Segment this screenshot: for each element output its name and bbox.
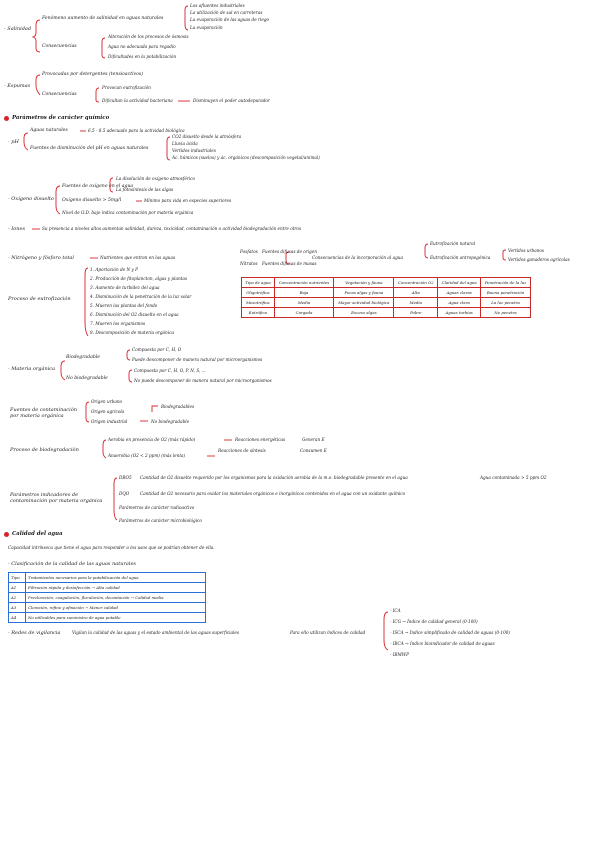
indicadores-dqo: DQO xyxy=(119,491,130,496)
table-cell: A4 xyxy=(9,613,26,623)
table-cell: Aguas claras xyxy=(438,288,481,298)
ph-fuente-item: Lluvia ácida xyxy=(172,141,198,146)
eutro-step: 6. Disminución del O2 disuelto en el agua xyxy=(90,312,179,317)
eutro-step: 1. Aportación de N y P xyxy=(90,267,138,272)
eutro-step: 4. Disminución de la penetración de la luz solar xyxy=(90,294,192,299)
table-row xyxy=(242,308,531,318)
table-cell: Alta xyxy=(394,288,438,298)
materia-nobio: No biodegradable xyxy=(66,376,108,381)
eutro-step: 7. Mueren los organismos xyxy=(90,321,146,326)
fuentes-nobio: No biodegradable xyxy=(151,419,190,424)
table-cell: No utilizables para suministro de agua potable xyxy=(26,613,206,623)
nitro-cons-item: Vertidos ganaderos agrícolas xyxy=(508,257,570,262)
indice-item: - IBCA → Índice bioindicador de calidad de aguas xyxy=(390,641,495,646)
nitro-cons-item: Eutrofización antropogénica xyxy=(430,255,491,260)
table-cell: Cargada xyxy=(274,308,333,318)
table-row xyxy=(242,298,531,308)
salinidad-label: - Salinidad xyxy=(4,26,32,32)
eutro-step: 8. Descomposición de materia orgánica xyxy=(90,330,174,335)
materia-bio: Biodegradable xyxy=(66,355,100,360)
table-cell: Mesotrófica xyxy=(242,298,275,308)
table-header-cell: Tipo de agua xyxy=(242,278,275,288)
salinidad-causes: Fenómeno aumento de salinidad en aguas naturales xyxy=(42,16,164,21)
biodeg-anaerobia: Anaerobia (O2 < 2 ppm) (más lenta) xyxy=(108,453,186,458)
indicadores-dbo-r: Agua contaminada > 5 ppm O2 xyxy=(480,475,547,480)
salinidad-cons-item: Dificultades en la potabilización xyxy=(108,54,177,59)
bullet-icon xyxy=(4,116,9,121)
ph-fuente-item: Ác. húmicos (suelos) y ác. orgánicos (descomposición vegetal/animal) xyxy=(172,155,320,160)
indice-item: - ICG → Índice de calidad general (0-100) xyxy=(390,619,478,624)
salinidad-cause-item: Los afluentes industriales xyxy=(190,3,245,8)
materia-bio-item: Puede descomponer de manera natural por microorganismos xyxy=(132,357,263,362)
indicadores-label: Parámetros indicadores de contaminación por materia orgánica xyxy=(10,492,103,504)
espumas-consecuencias: Consecuencias xyxy=(42,92,77,97)
eutro-step: 2. Producción de fitoplancton, algas y plantas xyxy=(90,276,187,281)
biodeg-anaerobia-val: Reacciones de síntesis xyxy=(218,448,266,453)
oxigeno-fuentes: Fuentes de oxígeno en el agua xyxy=(62,184,134,189)
indicadores-dbo: DBO5 xyxy=(119,475,132,480)
section-heading-calidad: Calidad del agua xyxy=(12,531,63,537)
oxigeno-min-val: Mínimo para vida en especies superiores xyxy=(144,198,232,203)
nitro-cons-item: Eutrofización natural xyxy=(430,241,476,246)
nitro-label: - Nitrógeno y fósforo total xyxy=(8,255,74,261)
calidad-table xyxy=(8,572,206,623)
nitro-fosfatos-val: Fuentes difusas de origen xyxy=(262,249,318,254)
materia-nobio-item: Compuesta por C, H, O, P, N, S, ... xyxy=(134,368,206,373)
biodeg-aerobia-val: Reacciones energéticas xyxy=(235,437,286,442)
table-cell: Eutrófica xyxy=(242,308,275,318)
table-header-cell: Tratamientos necesarios para la potabilización del agua xyxy=(26,573,206,583)
table-cell: Pobre xyxy=(394,308,438,318)
oxigeno-label: - Oxígeno disuelto xyxy=(8,196,54,202)
fuentes-label: Fuentes de contaminación por materia orgánica xyxy=(10,407,77,419)
espumas-label: - Espumas xyxy=(4,83,31,89)
nitro-consecuencias: Consecuencias de la incorporación al agua xyxy=(312,255,403,260)
oxigeno-fuente-item: La disolución de oxígeno atmosférico xyxy=(116,176,196,181)
trophic-table xyxy=(241,277,531,318)
table-cell: Pocas algas y fauna xyxy=(334,288,394,298)
biodeg-label: Proceso de biodegradación xyxy=(10,447,79,453)
table-cell: Filtración rápida y desinfección → Alta calidad xyxy=(26,583,206,593)
eutro-step: 3. Aumento de turbidez del agua xyxy=(90,285,160,290)
calidad-clasif: - Clasificación de la calidad de las aguas naturales xyxy=(8,561,137,567)
materia-bio-item: Compuesta por C, H, O xyxy=(132,347,182,352)
table-cell: Exceso algas xyxy=(334,308,394,318)
table-cell: Mayor actividad biológica xyxy=(334,298,394,308)
nitro-nutrientes: Nutrientes que entran en las aguas xyxy=(100,255,176,260)
nitro-cons-item: Vertidos urbanos xyxy=(508,248,545,253)
salinidad-cause-item: La utilización de sal en carreteras xyxy=(190,10,263,15)
biodeg-aerobia-r: Generan E xyxy=(302,437,325,442)
salinidad-cause-item: La evaporación xyxy=(190,25,223,30)
bullet-icon xyxy=(4,532,9,537)
table-cell: Cloración, refino y afinación → Menor calidad xyxy=(26,603,206,613)
table-cell: Aguas turbias xyxy=(438,308,481,318)
indice-item: - ISCA → Índice simplificado de calidad de aguas (0-100) xyxy=(390,630,511,635)
table-cell: A1 xyxy=(9,583,26,593)
salinidad-consecuencias: Consecuencias xyxy=(42,44,77,49)
indicadores-dqo-val: Cantidad de O2 necesario para oxidar los materiales orgánicos e inorgánicos contenidos en el agua con un oxidante químico xyxy=(140,491,406,496)
redes-val: Vigilan la calidad de las aguas y el estado ambiental de las aguas superficiales xyxy=(72,630,240,635)
fuentes-bio: Biodegradables xyxy=(161,404,195,409)
fuentes-item: Origen industrial xyxy=(91,419,128,424)
ph-fuente-item: CO2 disuelto desde la atmósfera xyxy=(172,134,242,139)
table-row xyxy=(242,288,531,298)
table-cell: Precloración, coagulación, floculación, decantación → Calidad media xyxy=(26,593,206,603)
indice-item: - IBMWP xyxy=(390,652,409,657)
fuentes-item: Origen agrícola xyxy=(91,409,125,414)
table-row xyxy=(9,573,206,583)
ph-fuentes: Fuentes de disminución del pH en aguas naturales xyxy=(30,146,149,151)
ph-fuente-item: Vertidos industriales xyxy=(172,148,216,153)
salinidad-cause-item: La evaporación de las aguas de riego xyxy=(190,17,270,22)
table-cell: La luz penetra xyxy=(481,298,531,308)
table-row xyxy=(9,613,206,623)
salinidad-cons-item: Alteración de los procesos de ósmosis xyxy=(108,34,189,39)
table-cell: Media xyxy=(394,298,438,308)
table-header-cell: Claridad del agua xyxy=(438,278,481,288)
table-header-cell: Concentración nutrientes xyxy=(274,278,333,288)
fuentes-item: Origen urbano xyxy=(91,399,123,404)
table-cell: Oligotrófica xyxy=(242,288,275,298)
table-row xyxy=(9,603,206,613)
indicadores-p4: Parámetros de carácter microbiológico xyxy=(119,518,202,523)
table-cell: No penetra xyxy=(481,308,531,318)
eutro-label: Proceso de eutrofización xyxy=(8,296,71,302)
nitro-nitratos: Nitratos xyxy=(240,261,258,266)
ph-label: - pH xyxy=(8,139,19,145)
oxigeno-fuente-item: La fotosíntesis de las algas xyxy=(116,187,174,192)
oxigeno-bajo: Nivel de O.D. bajo indica contaminación por materia orgánica xyxy=(62,210,194,215)
espumas-cause: Provocadas por detergentes (tensioactivos) xyxy=(42,72,144,77)
redes-r: Para ello utilizan índices de calidad xyxy=(290,630,366,635)
materia-label: - Materia orgánica xyxy=(8,366,56,372)
eutro-step: 5. Mueren las plantas del fondo xyxy=(90,303,158,308)
materia-nobio-item: No puede descomponer de manera natural por microorganismos xyxy=(134,378,272,383)
calidad-def: Capacidad intrínseca que tiene el agua para responder a los usos que se podrían obtener de ella. xyxy=(8,545,215,550)
table-header-cell: Concentración O2 xyxy=(394,278,438,288)
biodeg-aerobia: Aerobia en presencia de O2 (más rápido) xyxy=(108,437,196,442)
biodeg-anaerobia-r: Consumen E xyxy=(300,448,327,453)
table-cell: Media xyxy=(274,298,333,308)
nitro-nitratos-val: Fuentes difusas de masas xyxy=(262,261,317,266)
table-cell: A3 xyxy=(9,603,26,613)
section-heading-quimicos: Parámetros de carácter químico xyxy=(12,115,110,121)
espumas-extra: Disminuyen el poder autodepurador xyxy=(193,98,270,103)
espumas-cons-item: Provocan eutrofización xyxy=(102,85,151,90)
table-header-cell: Tipo xyxy=(9,573,26,583)
table-row xyxy=(9,583,206,593)
table-cell: A2 xyxy=(9,593,26,603)
table-row xyxy=(242,278,531,288)
indice-item: - ICA xyxy=(390,608,401,613)
table-header-cell: Penetración de la luz xyxy=(481,278,531,288)
table-cell: Baja xyxy=(274,288,333,298)
table-row xyxy=(9,593,206,603)
indicadores-dbo-val: Cantidad de O2 disuelto requerido por los organismos para la oxidación aerobia de la m.o. biodegradable presente en el agua xyxy=(140,475,408,480)
ph-aguas-val: 6.5 - 8.5 adecuado para la actividad biológica xyxy=(88,128,185,133)
iones-val: Su presencia a niveles altos aumentan salinidad, dureza, toxicidad, contaminación o actividad biodegradación entre otros xyxy=(42,226,302,231)
indicadores-p3: Parámetros de carácter radioactivo xyxy=(119,505,195,510)
nitro-fosfatos: Fosfatos xyxy=(240,249,258,254)
salinidad-cons-item: Agua no adecuada para regadío xyxy=(108,44,176,49)
espumas-cons-item: Dificultan la actividad bacteriana xyxy=(102,98,173,103)
ph-aguas: Aguas naturales xyxy=(30,128,68,133)
oxigeno-min: Oxígeno disuelto > 5mg/l xyxy=(62,198,122,203)
table-cell: Agua clara xyxy=(438,298,481,308)
table-header-cell: Vegetación y fauna xyxy=(334,278,394,288)
redes-label: - Redes de vigilancia xyxy=(8,630,61,636)
iones-label: - Iones xyxy=(8,226,26,232)
table-cell: Buena penetración xyxy=(481,288,531,298)
